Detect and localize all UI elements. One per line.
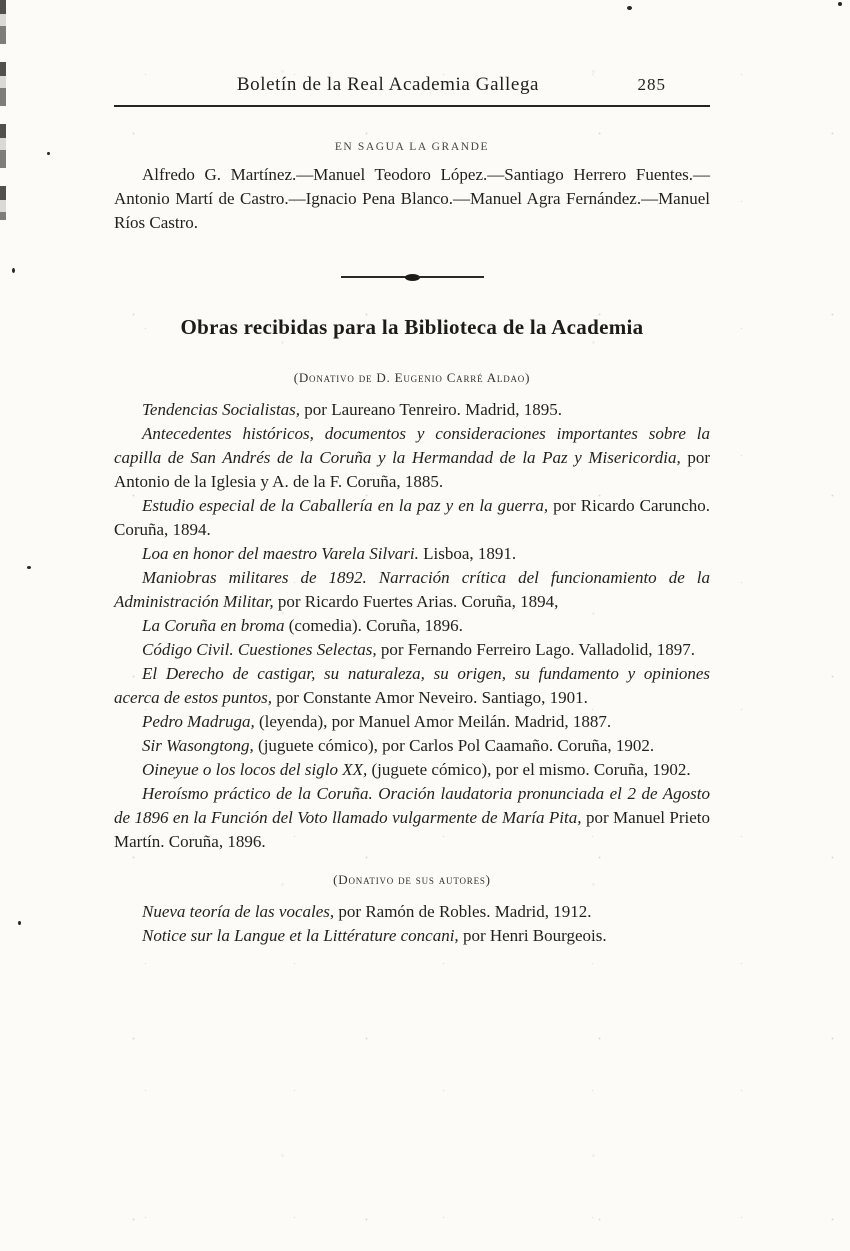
scan-artifact-edge <box>0 0 6 220</box>
entry-title: Nueva teoría de las vocales, <box>142 902 335 921</box>
bibliography-entry <box>114 662 710 710</box>
bibliography-entry <box>114 566 710 614</box>
entry-title: Maniobras militares de 1892. Narración crítica del funcionamiento de la Administración Militar, <box>114 568 710 611</box>
entry-title: Loa en honor del maestro Varela Silvari. <box>142 544 419 563</box>
entry-title: Tendencias Socialistas, <box>142 400 301 419</box>
section-title-works: Obras recibidas para la Biblioteca de la Academia <box>180 315 644 339</box>
entry-title: Oineyue o los locos del siglo XX, <box>142 760 368 779</box>
scan-artifact-speck <box>627 6 632 10</box>
entry-title: Sir Wasongtong, <box>142 736 254 755</box>
entry-detail: por Ramón de Robles. Madrid, 1912. <box>338 902 592 921</box>
sagua-names-paragraph: Alfredo G. Martínez.—Manuel Teodoro López.—Santiago Herrero Fuentes.—Antonio Martí de Castro.—Ignacio Pena Blanco.—Manuel Agra Fernández.—Manuel Ríos Castro. <box>114 165 710 232</box>
entry-detail: (comedia). Coruña, 1896. <box>288 616 463 635</box>
entry-detail: por Manuel Prieto Martín. Coruña, 1896. <box>114 808 710 851</box>
bibliography-entry <box>114 710 710 734</box>
entry-title: Notice sur la Langue et la Littérature concani, <box>142 926 459 945</box>
divider-line-right <box>418 276 484 278</box>
section-divider <box>114 273 710 281</box>
entry-detail: por Ricardo Caruncho. Coruña, 1894. <box>114 496 710 539</box>
entry-detail: (juguete cómico), por el mismo. Coruña, 1902. <box>371 760 691 779</box>
entry-title: Pedro Madruga, <box>142 712 255 731</box>
entry-detail: por Antonio de la Iglesia y A. de la F. Coruña, 1885. <box>114 448 710 491</box>
scan-artifact-speck <box>27 566 31 569</box>
page-header <box>114 74 710 98</box>
bibliography-entry <box>114 924 710 948</box>
bibliography-entry <box>114 614 710 638</box>
entry-detail: (juguete cómico), por Carlos Pol Caamaño. Coruña, 1902. <box>258 736 655 755</box>
scan-artifact-speck <box>18 921 21 925</box>
entry-detail: (leyenda), por Manuel Amor Meilán. Madrid, 1887. <box>258 712 612 731</box>
donation1-entries <box>114 398 710 854</box>
page-content <box>114 0 710 948</box>
entry-detail: por Ricardo Fuertes Arias. Coruña, 1894, <box>277 592 559 611</box>
bibliography-entry <box>114 900 710 924</box>
page-number: 285 <box>637 75 666 94</box>
bibliography-entry <box>114 494 710 542</box>
header-rule <box>114 105 710 107</box>
scan-artifact-speck <box>12 268 15 273</box>
journal-title: Boletín de la Real Academia Gallega <box>236 74 540 95</box>
donation2-entries <box>114 900 710 948</box>
section-heading-sagua: EN SAGUA LA GRANDE <box>334 141 490 153</box>
scan-artifact-speck <box>47 152 50 155</box>
divider-line-left <box>341 276 407 278</box>
entry-title: Heroísmo práctico de la Coruña. Oración laudatoria pronunciada el 2 de Agosto de 1896 en la Función del Voto llamado vulgarmente de María Pita, <box>114 784 710 827</box>
bibliography-entry <box>114 782 710 854</box>
entry-detail: por Constante Amor Neveiro. Santiago, 1901. <box>276 688 588 707</box>
scan-artifact-speck <box>838 2 842 6</box>
entry-detail: por Henri Bourgeois. <box>462 926 607 945</box>
entry-detail: por Fernando Ferreiro Lago. Valladolid, 1897. <box>380 640 696 659</box>
entry-title: Código Civil. Cuestiones Selectas, <box>142 640 377 659</box>
entry-title: Estudio especial de la Caballería en la paz y en la guerra, <box>142 496 549 515</box>
bibliography-entry <box>114 638 710 662</box>
bibliography-entry <box>114 758 710 782</box>
bibliography-entry <box>114 734 710 758</box>
entry-title: El Derecho de castigar, su naturaleza, su origen, su fundamento y opiniones acerca de estos puntos, <box>114 664 710 707</box>
entry-detail: Lisboa, 1891. <box>423 544 517 563</box>
donation1-heading: (Donativo de D. Eugenio Carré Aldao) <box>293 370 531 385</box>
donation2-heading: (Donativo de sus autores) <box>333 872 491 887</box>
entry-title: Antecedentes históricos, documentos y consideraciones importantes sobre la capilla de San Andrés de la Coruña y la Hermandad de la Paz y Misericordia, <box>114 424 710 467</box>
bibliography-entry <box>114 542 710 566</box>
entry-title: La Coruña en broma <box>142 616 285 635</box>
entry-detail: por Laureano Tenreiro. Madrid, 1895. <box>304 400 562 419</box>
bibliography-entry <box>114 398 710 422</box>
bibliography-entry <box>114 422 710 494</box>
